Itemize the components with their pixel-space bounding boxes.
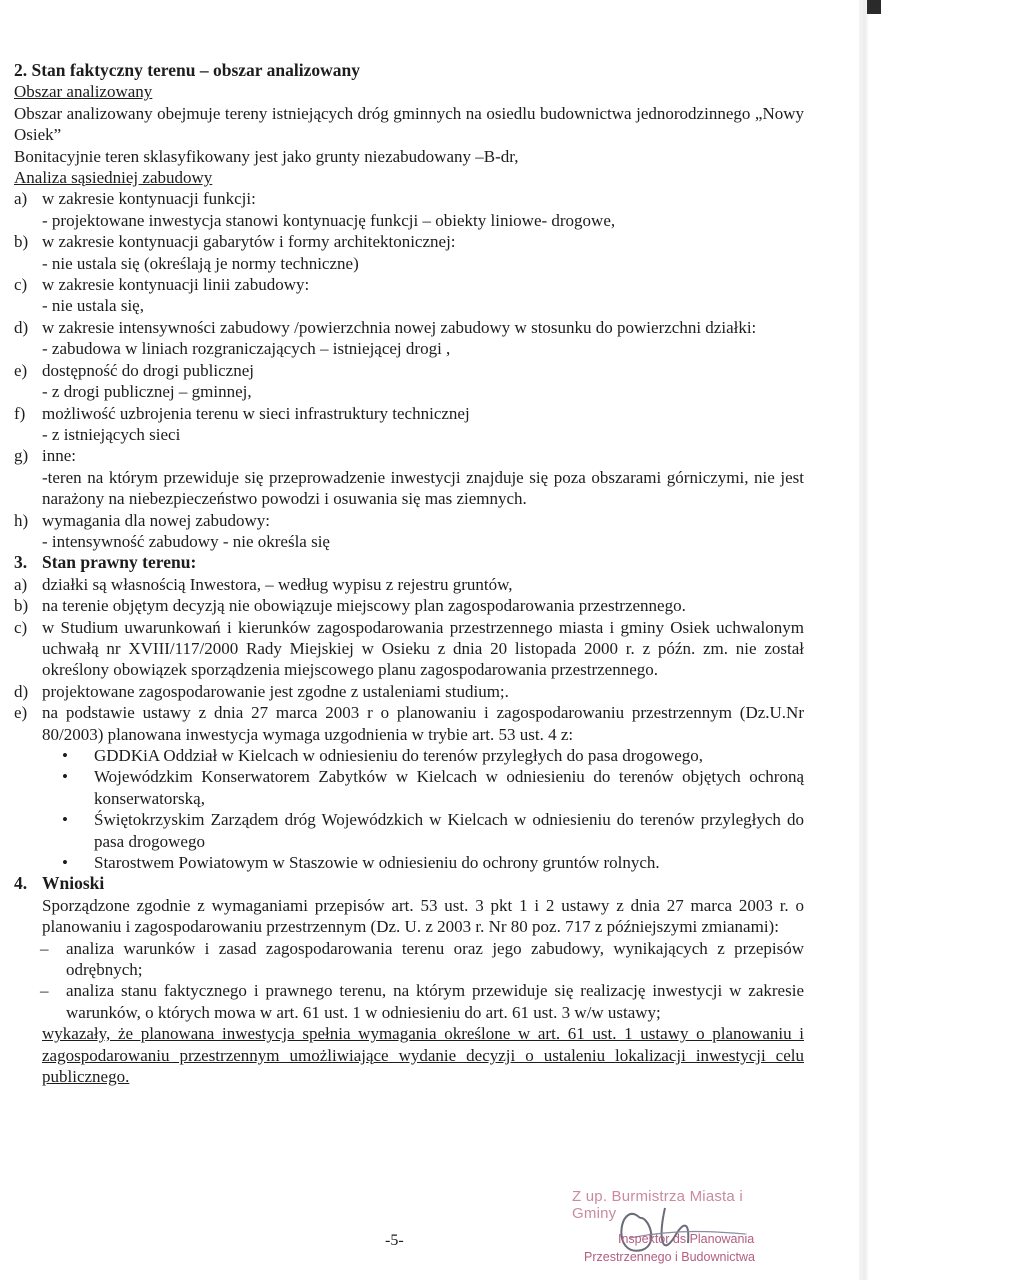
item-text: na terenie objętym decyzją nie obowiązuje miejscowy plan zagospodarowania przestrzennego. — [42, 596, 686, 616]
dash-mark: – — [40, 981, 49, 1001]
section-number: 4. — [14, 873, 28, 894]
bullet-item — [14, 766, 804, 809]
item-detail: - nie ustala się (określają je normy techniczne) — [42, 253, 359, 273]
subheading-neighbour-analysis: Analiza sąsiedniej zabudowy — [14, 168, 213, 188]
item-detail: - z drogi publicznej – gminnej, — [42, 382, 252, 402]
item-detail: - nie ustala się, — [42, 296, 144, 316]
list-item — [14, 595, 804, 616]
list-item — [14, 231, 804, 274]
item-detail: - zabudowa w liniach rozgraniczających – istniejącej drogi , — [42, 339, 451, 359]
item-text: w zakresie kontynuacji gabarytów i formy architektonicznej: — [42, 232, 456, 252]
bullet-text: Świętokrzyskim Zarządem dróg Wojewódzkich w Kielcach w odniesieniu do terenów przyległych do pasa drogowego — [94, 810, 804, 851]
list-item — [14, 574, 804, 595]
section-title: Wnioski — [42, 873, 105, 894]
section-title: Stan prawny terenu: — [42, 552, 197, 573]
item-label: d) — [14, 317, 29, 337]
item-text: w zakresie kontynuacji linii zabudowy: — [42, 275, 310, 295]
dash-item — [14, 938, 804, 981]
document-page — [14, 60, 804, 1088]
bullet-dot: • — [62, 767, 68, 787]
item-text: w zakresie intensywności zabudowy /powierzchnia nowej zabudowy w stosunku do powierzchni działki: — [42, 317, 757, 337]
scan-edge — [859, 0, 1024, 1280]
list-item — [14, 510, 804, 553]
stamp-line-3: Przestrzennego i Budownictwa — [584, 1250, 755, 1264]
item-label: a) — [14, 189, 28, 209]
list-item — [14, 188, 804, 231]
item-label: d) — [14, 681, 29, 701]
list-item — [14, 681, 804, 702]
paragraph-soil-class: Bonitacyjnie teren sklasyfikowany jest jako grunty niezabudowany –B-dr, — [14, 146, 519, 166]
list-item — [14, 360, 804, 403]
item-detail: -teren na którym przewiduje się przeprowadzenie inwestycji znajduje się poza obszarami górniczymi, nie jest narażony na niebezpieczeństwo powodzi i osuwania się mas ziemnych. — [42, 467, 804, 509]
item-label: e) — [14, 703, 28, 723]
dash-item — [14, 980, 804, 1023]
subheading-area: Obszar analizowany — [14, 82, 153, 102]
item-label: c) — [14, 275, 28, 295]
conclusion-statement: wykazały, że planowana inwestycja spełnia wymagania określone w art. 61 ust. 1 ustawy o planowaniu i zagospodarowaniu przestrzennym umożliwiające wydanie decyzji o ustaleniu lokalizacji inwestycji celu publicznego. — [42, 1024, 804, 1087]
item-text: na podstawie ustawy z dnia 27 marca 2003 r o planowaniu i zagospodarowaniu przestrzennym (Dz.U.Nr 80/2003) planowana inwestycja wymaga uzgodnienia w trybie art. 53 ust. 4 z: — [42, 703, 804, 744]
bullet-text: GDDKiA Oddział w Kielcach w odniesieniu do terenów przyległych do pasa drogowego, — [94, 746, 704, 765]
item-text: możliwość uzbrojenia terenu w sieci infrastruktury technicznej — [42, 403, 470, 423]
item-detail: - intensywność zabudowy - nie określa się — [42, 531, 330, 551]
item-label: b) — [14, 232, 29, 252]
bullet-dot: • — [62, 853, 68, 873]
bullet-dot: • — [62, 746, 68, 765]
item-text: wymagania dla nowej zabudowy: — [42, 510, 271, 530]
bullet-item — [14, 852, 804, 873]
section-number: 3. — [14, 552, 28, 573]
item-label: b) — [14, 596, 29, 616]
section-2-heading: 2. Stan faktyczny terenu – obszar analizowany — [14, 60, 360, 80]
list-item — [14, 617, 804, 681]
list-item — [14, 702, 804, 745]
conclusions-intro: Sporządzone zgodnie z wymaganiami przepisów art. 53 ust. 3 pkt 1 i 2 ustawy z dnia 27 marca 2003 r. o planowaniu i zagospodarowaniu przestrzennym (Dz. U. z 2003 r. Nr 80 poz. 717 z późniejszymi zmianami): — [42, 895, 804, 937]
item-label: a) — [14, 574, 28, 594]
item-text: działki są własnością Inwestora, – według wypisu z rejestru gruntów, — [42, 574, 513, 594]
scan-corner-mark — [867, 0, 881, 14]
item-text: inne: — [42, 446, 76, 466]
list-item — [14, 317, 804, 360]
dash-mark: – — [40, 938, 49, 958]
item-label: h) — [14, 510, 29, 530]
dash-text: analiza warunków i zasad zagospodarowania terenu oraz jego zabudowy, wynikających z przepisów odrębnych; — [66, 938, 804, 980]
item-label: f) — [14, 403, 26, 423]
stamp-line-2: Inspektor ds Planowania — [618, 1232, 755, 1246]
bullet-item — [14, 809, 804, 852]
official-stamp — [570, 1188, 780, 1278]
list-item — [14, 274, 804, 317]
dash-text: analiza stanu faktycznego i prawnego terenu, na którym przewiduje się realizację inwestycji w zakresie warunków, o których mowa w art. 61 ust. 1 w odniesieniu do art. 61 ust. 3 w/w ustawy; — [66, 981, 804, 1022]
item-label: g) — [14, 446, 29, 466]
section-3-heading — [14, 552, 804, 573]
item-text: w Studium uwarunkowań i kierunków zagospodarowania przestrzennego miasta i gminy Osiek uchwalonym uchwałą nr XVIII/117/2000 Rady Miejskiej w Osieku z dnia 20 listopada 2000 r. z późn. zm. nie został określony obowiązek sporządzenia miejscowego planu zagospodarowania przestrzennego. — [42, 617, 804, 680]
stamp-line-1: Z up. Burmistrza Miasta i Gminy — [572, 1188, 743, 1222]
item-text: w zakresie kontynuacji funkcji: — [42, 189, 256, 209]
bullet-text: Starostwem Powiatowym w Staszowie w odniesieniu do ochrony gruntów rolnych. — [94, 853, 660, 873]
page-number: -5- — [385, 1232, 404, 1249]
item-detail: - projektowane inwestycja stanowi kontynuację funkcji – obiekty liniowe- drogowe, — [42, 210, 616, 230]
bullet-text: Wojewódzkim Konserwatorem Zabytków w Kielcach w odniesieniu do terenów objętych ochroną konserwatorską, — [94, 767, 804, 808]
bullet-dot: • — [62, 810, 68, 830]
item-text: projektowane zagospodarowanie jest zgodne z ustaleniami studium;. — [42, 681, 509, 701]
item-detail: - z istniejących sieci — [42, 424, 181, 444]
section-4-heading — [14, 873, 804, 894]
list-item — [14, 403, 804, 446]
item-label: e) — [14, 360, 28, 380]
item-text: dostępność do drogi publicznej — [42, 360, 254, 380]
item-label: c) — [14, 617, 28, 637]
bullet-item — [14, 745, 804, 766]
paragraph-area-description: Obszar analizowany obejmuje tereny istniejących dróg gminnych na osiedlu budownictwa jednorodzinnego „Nowy Osiek” — [14, 103, 804, 145]
list-item — [14, 445, 804, 509]
